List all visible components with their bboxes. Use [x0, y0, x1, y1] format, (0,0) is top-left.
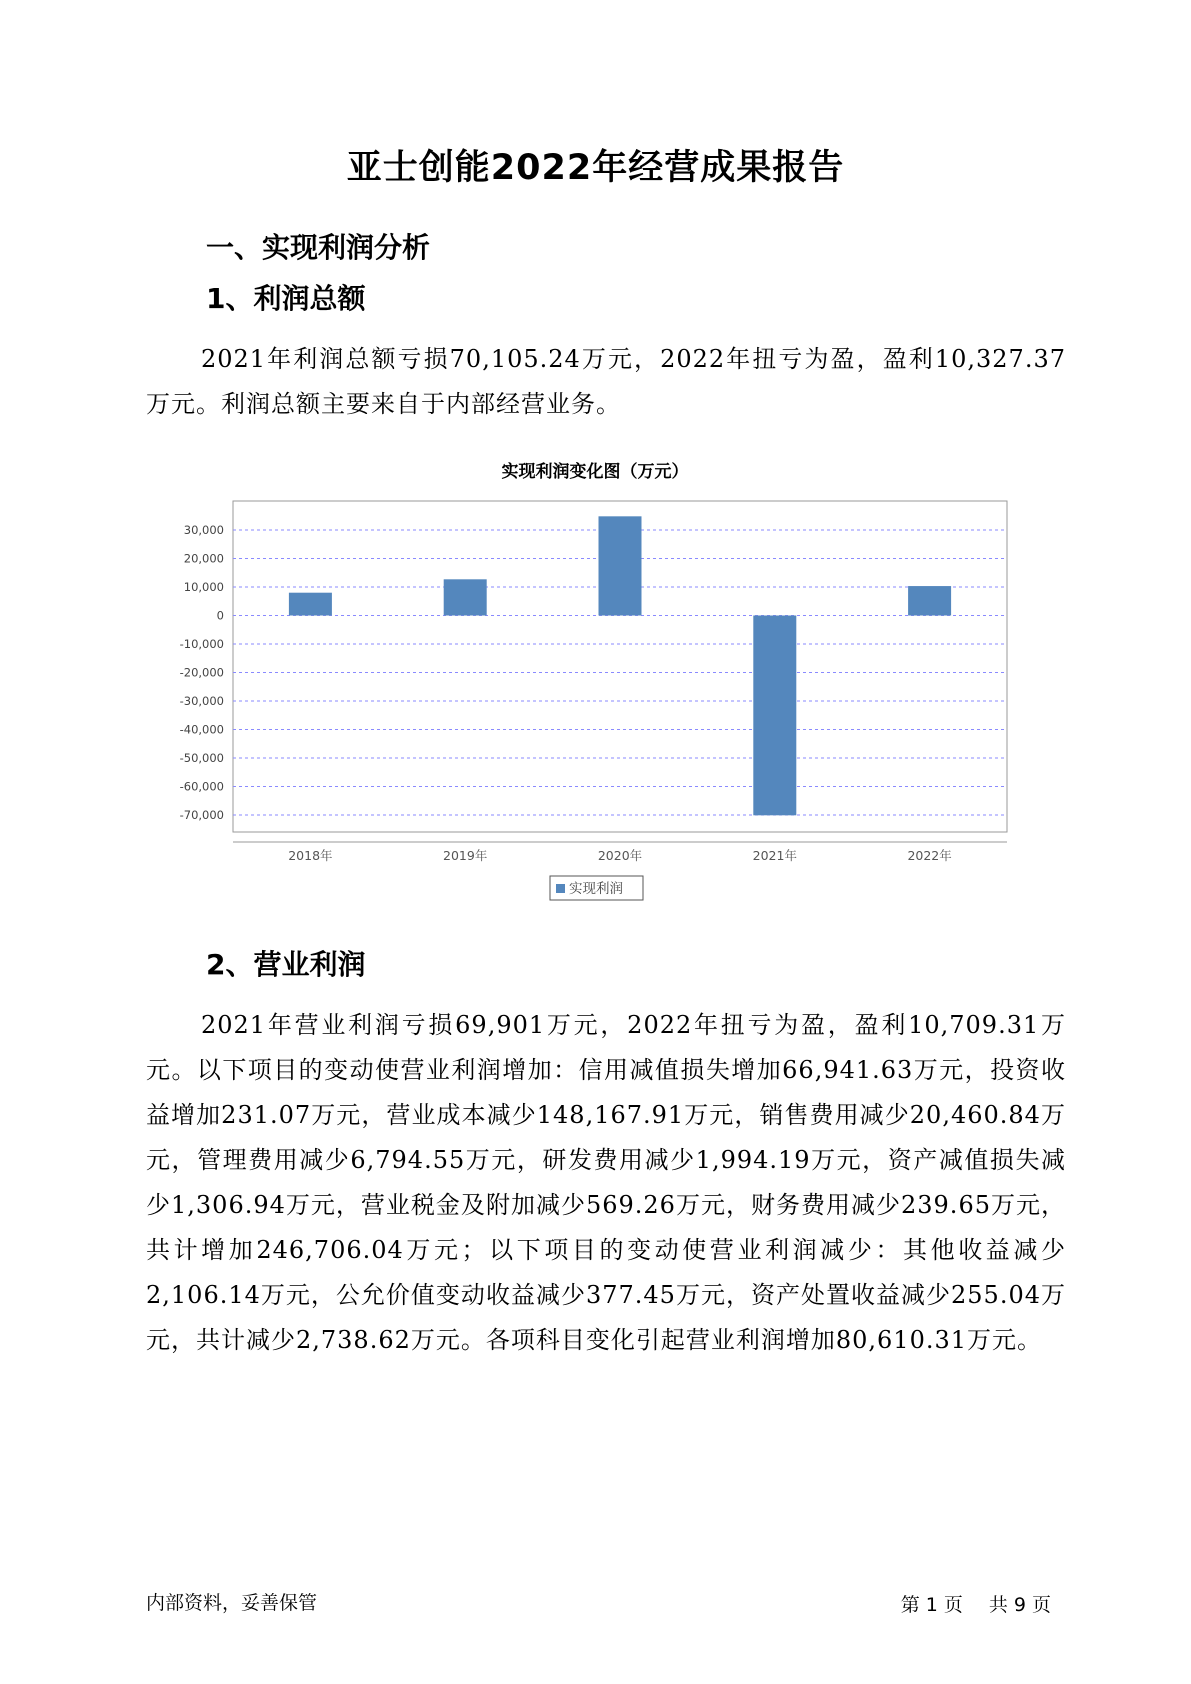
bar — [753, 616, 796, 816]
legend-label: 实现利润 — [569, 881, 623, 897]
footer-confidential-note: 内部资料，妥善保管 — [146, 1592, 318, 1614]
y-tick-label: -50,000 — [179, 751, 224, 765]
bar — [289, 593, 332, 616]
total-suffix: 页 — [1031, 1594, 1051, 1616]
chart-title: 实现利润变化图（万元） — [501, 462, 689, 482]
total-num: 9 — [1013, 1594, 1026, 1616]
y-tick-label: 10,000 — [183, 580, 224, 594]
y-tick-label: 20,000 — [183, 551, 224, 566]
x-tick-label: 2020年 — [597, 848, 643, 863]
subsection-heading-operating-profit: 2、营业利润 — [206, 948, 366, 981]
page-prefix: 第 — [900, 1594, 920, 1616]
x-tick-label: 2021年 — [752, 848, 797, 863]
y-tick-label: -40,000 — [179, 722, 224, 737]
subsection-heading-profit-total: 1、利润总额 — [206, 282, 366, 315]
total-prefix: 共 — [988, 1594, 1008, 1616]
paragraph-operating-profit: 2021年营业利润亏损69,901万元，2022年扭亏为盈，盈利10,709.31万元。以下项目的变动使营业利润增加：信用减值损失增加66,941.63万元，投资收益增加231.07万元，营业成本减少148,167.91万元，销售费用减少20,460.84万元，管理费用减少6,794.55万元，研发费用减少1,994.19万元，资产减值损失减少1,306.94万元，营业税金及附加减少569.26万元，财务费用减少239.65万元，共计增加246,706.04万元；以下项目的变动使营业利润减少：其他收益减少2,106.14万元，公允价值变动收益减少377.45万元，资产处置收益减少255.04万元，共计减少2,738.62万元。各项科目变化引起营业利润增加80,610.31万元。 — [146, 1011, 1066, 1354]
page-title: 亚士创能2022年经营成果报告 — [346, 148, 845, 188]
bar — [444, 579, 487, 615]
profit-chart — [0, 455, 1191, 915]
page-num: 1 — [925, 1594, 938, 1616]
bar — [599, 516, 642, 615]
y-tick-label: -10,000 — [179, 637, 224, 651]
y-tick-label: -60,000 — [179, 779, 224, 794]
x-tick-label: 2018年 — [288, 848, 333, 863]
legend-swatch — [556, 884, 565, 893]
x-tick-label: 2019年 — [443, 848, 488, 863]
y-tick-label: -70,000 — [179, 808, 224, 822]
x-tick-label: 2022年 — [907, 848, 952, 863]
bar — [908, 586, 951, 615]
y-tick-label: 30,000 — [183, 523, 224, 537]
profit-bar-chart — [0, 455, 1191, 915]
footer-page-number — [895, 1590, 1051, 1617]
paragraph-profit-total: 2021年利润总额亏损70,105.24万元，2022年扭亏为盈，盈利10,327.37万元。利润总额主要来自于内部经营业务。 — [146, 345, 1066, 418]
y-tick-label: -20,000 — [179, 665, 224, 680]
page-suffix: 页 — [943, 1594, 963, 1616]
section-heading: 一、实现利润分析 — [206, 231, 431, 264]
y-tick-label: 0 — [216, 608, 224, 623]
y-tick-label: -30,000 — [179, 694, 224, 708]
